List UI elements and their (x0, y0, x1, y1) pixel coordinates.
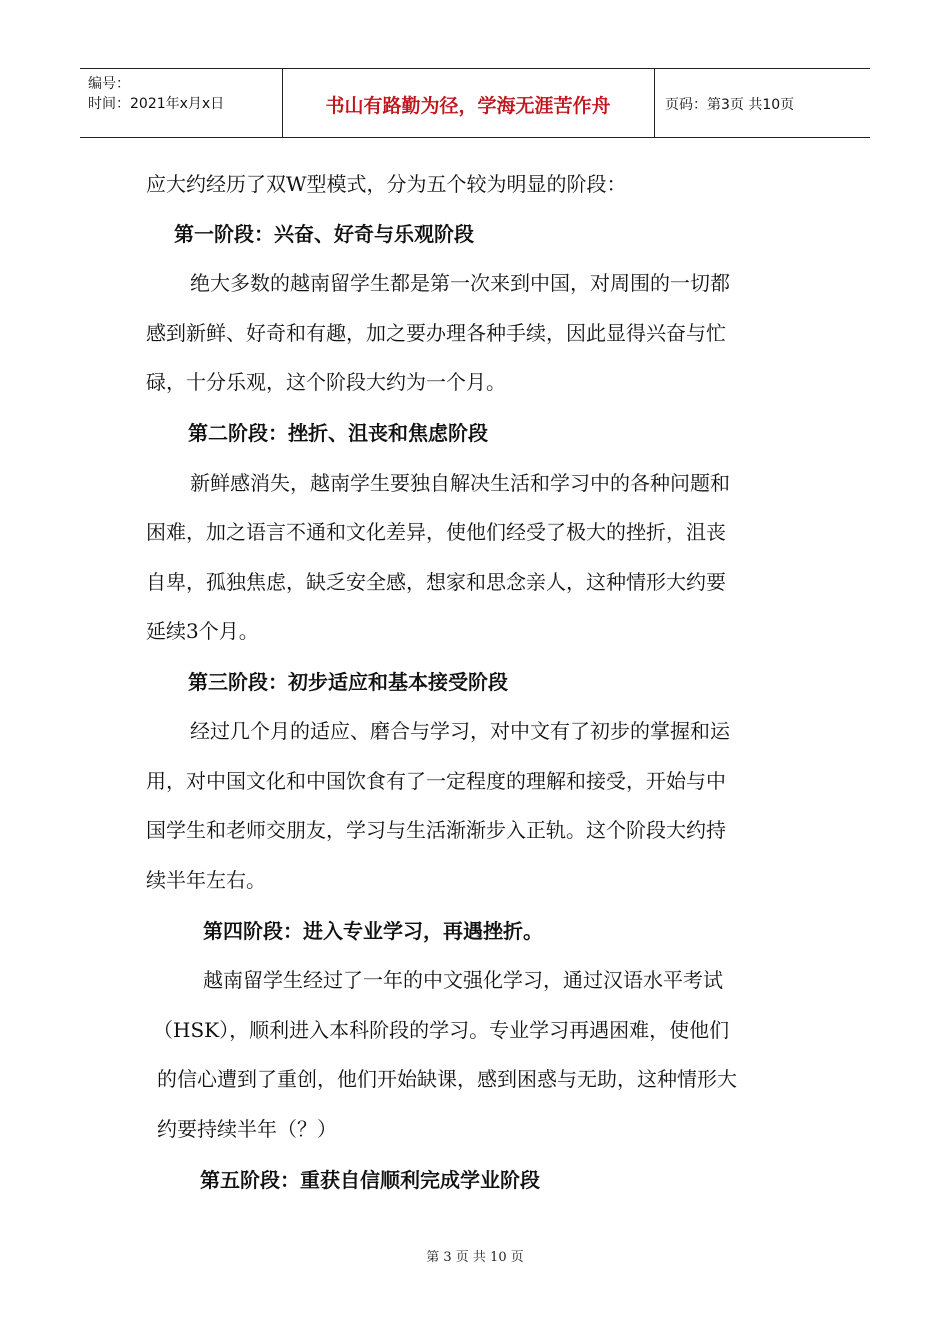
header-meta-cell (80, 69, 283, 137)
stage3-heading: 第三阶段：初步适应和基本接受阶段 (188, 670, 508, 694)
document-number-label: 编号： (88, 76, 130, 92)
paragraph-line: 新鲜感消失，越南学生要独自解决生活和学习中的各种问题和 (190, 471, 730, 495)
paragraph-line: 延续3个月。 (146, 619, 259, 643)
header-table (80, 68, 870, 138)
page-footer: 第 3 页 共 10 页 (426, 1250, 524, 1265)
paragraph-line: 绝大多数的越南留学生都是第一次来到中国，对周围的一切都 (190, 271, 730, 295)
stage1-heading: 第一阶段：兴奋、好奇与乐观阶段 (174, 222, 474, 246)
header-page-cell (655, 69, 870, 137)
stage5-heading: 第五阶段：重获自信顺利完成学业阶段 (200, 1168, 540, 1192)
paragraph-line: 困难，加之语言不通和文化差异，使他们经受了极大的挫折，沮丧 (146, 520, 726, 544)
paragraph-line: 用，对中国文化和中国饮食有了一定程度的理解和接受，开始与中 (146, 769, 726, 793)
paragraph-line: 续半年左右。 (146, 868, 266, 892)
paragraph-line: 越南留学生经过了一年的中文强化学习，通过汉语水平考试 (203, 968, 723, 992)
paragraph-line: 碌，十分乐观，这个阶段大约为一个月。 (146, 370, 506, 394)
paragraph-line: 约要持续半年（？） (157, 1117, 337, 1141)
paragraph-line: 经过几个月的适应、磨合与学习，对中文有了初步的掌握和运 (190, 719, 730, 743)
intro-line: 应大约经历了双W型模式，分为五个较为明显的阶段： (146, 172, 627, 196)
header-page-info: 页码：第3页 共10页 (665, 97, 795, 113)
paragraph-line: 的信心遭到了重创，他们开始缺课，感到困惑与无助，这种情形大 (157, 1067, 737, 1091)
document-date: 时间：2021年x月x日 (88, 96, 225, 112)
stage2-heading: 第二阶段：挫折、沮丧和焦虑阶段 (188, 421, 488, 445)
paragraph-line: 国学生和老师交朋友，学习与生活渐渐步入正轨。这个阶段大约持 (146, 818, 726, 842)
paragraph-line: 感到新鲜、好奇和有趣，加之要办理各种手续，因此显得兴奋与忙 (146, 321, 726, 345)
stage4-heading: 第四阶段：进入专业学习，再遇挫折。 (203, 919, 543, 943)
header-motto: 书山有路勤为径，学海无涯苦作舟 (325, 95, 611, 117)
paragraph-line: （HSK），顺利进入本科阶段的学习。专业学习再遇困难，使他们 (153, 1018, 730, 1042)
paragraph-line: 自卑，孤独焦虑，缺乏安全感，想家和思念亲人，这种情形大约要 (146, 570, 726, 594)
header-motto-cell (282, 69, 655, 137)
